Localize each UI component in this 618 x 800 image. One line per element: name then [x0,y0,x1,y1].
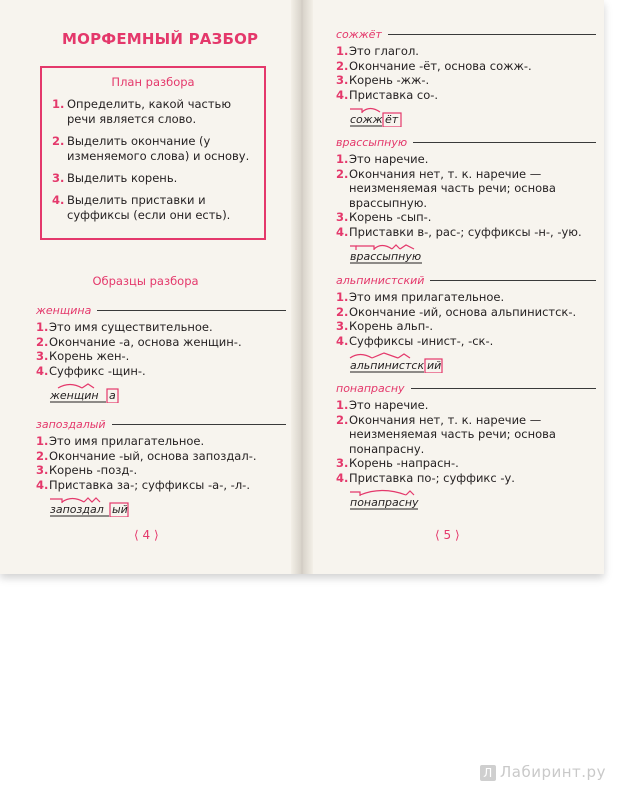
suffix-mark [392,245,414,249]
labirint-logo-icon: Л [480,765,496,781]
root-arc [58,385,82,389]
divider-line [430,280,596,281]
entry-word: запоздалый [36,418,286,431]
entry-item: 2. Окончание -ий, основа альпинистск-. [336,304,577,319]
entry-items [336,290,596,348]
plan-step: 1. Определить, какой частью речи является слово. [52,97,232,126]
entry-item: 4. Приставка по-; суффикс -у. [336,470,515,485]
entry-item: 4. Приставки в-, рас-; суффиксы -н-, -ую. [336,224,582,239]
suffix-mark [82,384,94,388]
root-arc [360,491,406,496]
entry-item: 3. Корень альп-. [336,319,434,333]
plan-title: План разбора [111,75,195,89]
entry-item: 2. Окончания нет, т. к. наречие — неизменяемая часть речи; основа врассыпную. [336,166,556,210]
entry-word: женщина [36,304,286,317]
plan-list [42,97,264,223]
entry-item: 2. Окончания нет, т. к. наречие — неизменяемая часть речи; основа понапрасну. [336,412,556,456]
watermark: Л Лабиринт.ру [480,763,606,781]
morpheme-diagram [348,105,458,127]
entry-vrassypnuyu [336,136,596,268]
entry-sozhzhet [336,28,596,131]
entry-word: врассыпную [336,136,596,149]
book-gutter [291,0,313,574]
page-number-right: ⟨ 5 ⟩ [435,528,460,542]
suffix-mark [406,491,414,495]
entry-word: понапрасну [336,382,596,395]
morpheme-diagram [348,351,478,373]
samples-title: Образцы разбора [92,274,199,288]
entry-item: 3. Корень -жж-. [336,73,430,87]
morph-stem: женщин [50,389,99,402]
morph-stem: альпинистск [350,359,425,372]
entry-item: 4. Суффиксы -инист-, -ск-. [336,333,494,348]
entry-item: 1. Это имя существительное. [36,320,213,334]
morph-stem: врассыпную [350,250,422,263]
page-title: МОРФЕМНЫЙ РАЗБОР [62,30,259,48]
root-arc [62,499,84,503]
entry-word: сожжёт [336,28,596,41]
plan-box [40,66,266,240]
morph-ending: ёт [385,113,399,126]
divider-line [411,388,596,389]
plan-step: 2. Выделить окончание (у изменяемого слова) и основу. [52,134,250,163]
entry-items [336,44,596,102]
right-page [313,0,604,574]
entry-item: 2. Окончание -ёт, основа сожж-. [336,58,532,73]
suffix-mark [84,498,100,502]
entry-item: 1. Это наречие. [336,398,429,412]
morpheme-diagram [348,242,468,264]
entry-item: 3. Корень -сып-. [336,210,432,224]
morpheme-diagram [348,488,468,510]
entry-items [36,434,286,492]
entry-items [336,398,596,485]
entry-item: 4. Приставка за-; суффиксы -а-, -л-. [36,477,250,492]
root-arc [350,355,372,359]
entry-items [336,152,596,239]
entry-item: 1. Это наречие. [336,152,429,166]
entry-item: 3. Корень -позд-. [36,463,138,477]
divider-line [112,424,286,425]
entry-word: альпинистский [336,274,596,287]
morpheme-diagram [48,381,168,403]
entry-ponaprasnu [336,382,596,514]
entry-alpinistskiy [336,274,596,377]
plan-step: 4. Выделить приставки и суффиксы (если они есть). [52,193,231,222]
entry-item: 1. Это имя прилагательное. [336,290,505,304]
root-arc [362,109,380,113]
entry-zapozdalyi [36,418,286,521]
divider-line [388,34,596,35]
left-page [0,0,291,574]
morph-stem: сожж [350,113,383,126]
entry-item: 1. Это имя прилагательное. [36,434,205,448]
entry-item: 4. Приставка со-. [336,87,439,102]
plan-step: 3. Выделить корень. [52,171,178,185]
entry-item: 1. Это глагол. [336,44,419,58]
suffix-mark [372,353,410,358]
entry-items [36,320,286,378]
divider-line [97,310,286,311]
entry-zhenshchina [36,304,286,407]
entry-item: 2. Окончание -ый, основа запоздал-. [36,448,257,463]
entry-item: 4. Суффикс -щин-. [36,363,146,378]
morph-stem: понапрасну [350,496,419,509]
morpheme-diagram [48,495,178,517]
root-arc [374,246,392,250]
morph-ending: а [109,389,116,402]
entry-item: 2. Окончание -а, основа женщин-. [36,334,242,349]
morph-stem: запоздал [50,503,104,516]
entry-item: 3. Корень жен-. [36,349,130,363]
entry-item: 3. Корень -напрасн-. [336,456,459,470]
morph-ending: ий [427,359,442,372]
divider-line [413,142,596,143]
morph-ending: ый [112,503,128,516]
page-number-left: ⟨ 4 ⟩ [134,528,159,542]
